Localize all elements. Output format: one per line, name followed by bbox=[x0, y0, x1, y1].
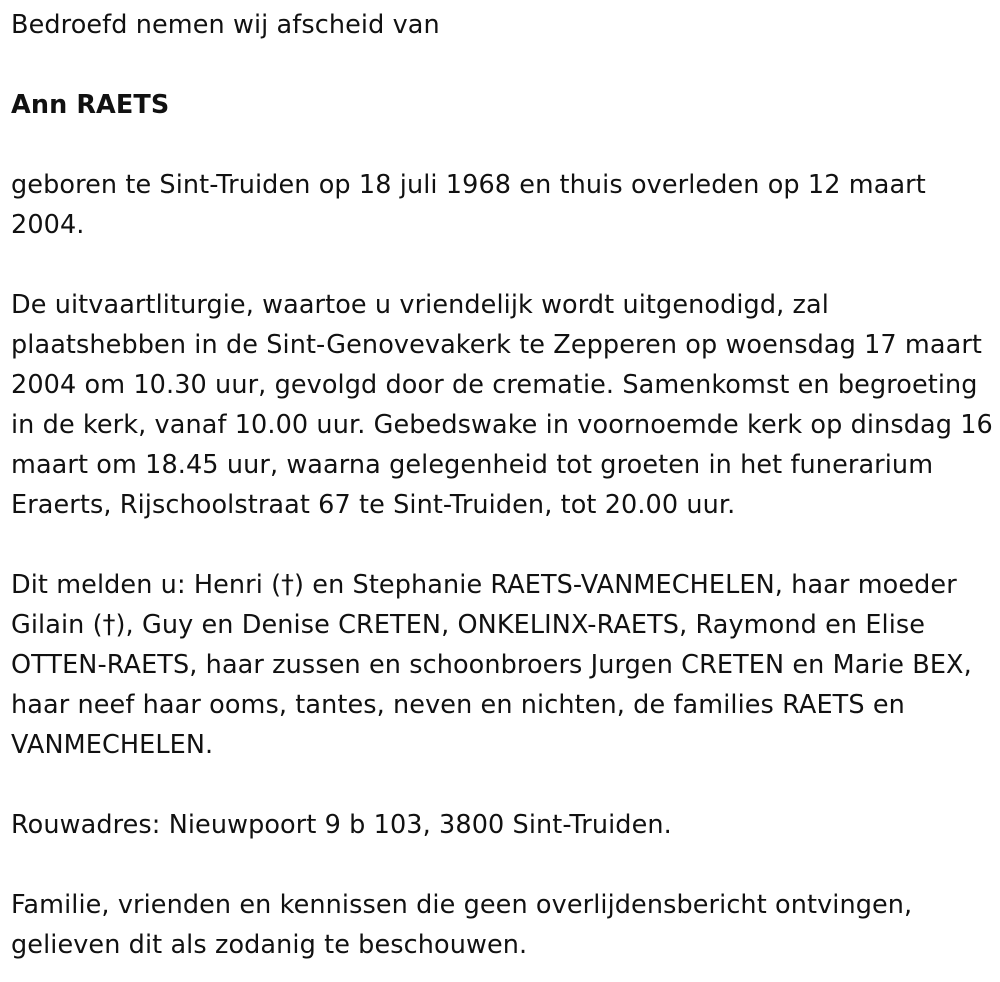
birth-death-text: geboren te Sint-Truiden op 18 juli 1968 en thuis overleden op 12 maart 2004. bbox=[11, 170, 926, 240]
family-announcement: Dit melden u: Henri (†) en Stephanie RAETS-VANMECHELEN, haar moeder Gilain (†), Guy en Denise CRETEN, ONKELINX-RAETS, Raymond en Elise OTTEN-RAETS, haar zussen en schoonbroers Jurgen CRETEN en Marie BEX, haar neef haar ooms, tantes, neven en nichten, de families RAETS en VANMECHELEN. bbox=[11, 570, 972, 760]
death-notice bbox=[11, 5, 996, 965]
intro-text: Bedroefd nemen wij afscheid van bbox=[11, 10, 440, 40]
deceased-name: Ann RAETS bbox=[11, 90, 170, 120]
mourning-address: Rouwadres: Nieuwpoort 9 b 103, 3800 Sint-Truiden. bbox=[11, 810, 672, 840]
funeral-details: De uitvaartliturgie, waartoe u vriendelijk wordt uitgenodigd, zal plaatshebben in de Sint-Genovevakerk te Zepperen op woensdag 17 maart 2004 om 10.30 uur, gevolgd door de crematie. Samenkomst en begroeting in de kerk, vanaf 10.00 uur. Gebedswake in voornoemde kerk op dinsdag 16 maart om 18.45 uur, waarna gelegenheid tot groeten in het funerarium Eraerts, Rijschoolstraat 67 te Sint-Truiden, tot 20.00 uur. bbox=[11, 290, 993, 520]
closing-text: Familie, vrienden en kennissen die geen overlijdensbericht ontvingen, gelieven dit als zodanig te beschouwen. bbox=[11, 890, 913, 960]
